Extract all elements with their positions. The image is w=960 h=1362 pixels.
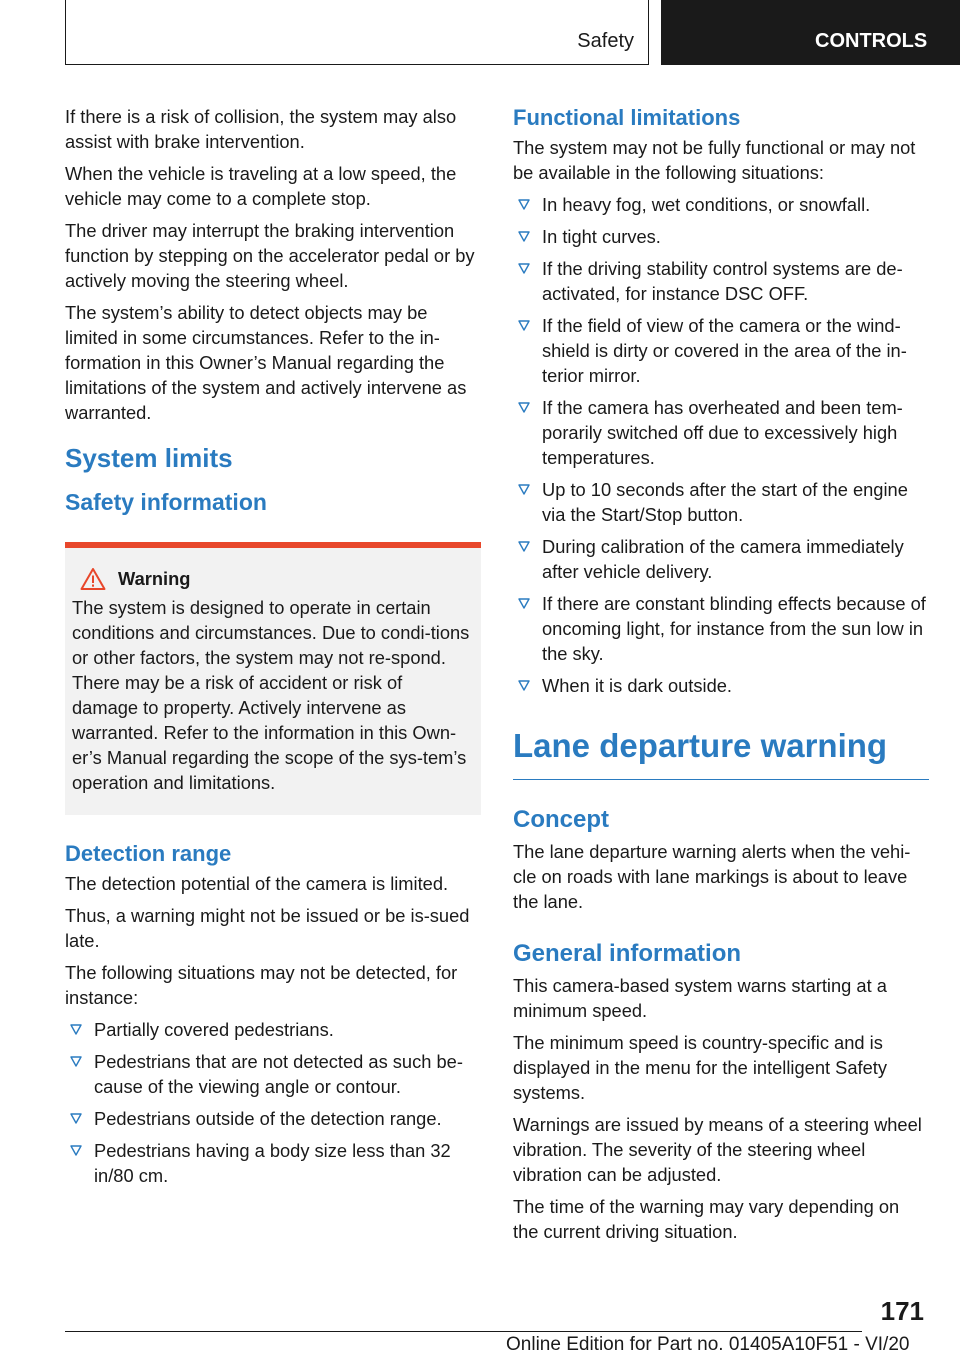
list-item: Partially covered pedestrians.: [65, 1017, 481, 1042]
list-item: Pedestrians outside of the detection range.: [65, 1106, 481, 1131]
list-item: Pedestrians that are not detected as such be‐cause of the viewing angle or contour.: [65, 1049, 481, 1099]
paragraph: Thus, a warning might not be issued or be is‐sued late.: [65, 905, 470, 951]
bullet-triangle-icon: [518, 199, 530, 210]
warning-title: [72, 566, 471, 591]
warning-box: [65, 542, 481, 815]
header-section-box: [65, 0, 649, 65]
page-number: 171: [880, 1296, 924, 1326]
paragraph: The driver may interrupt the braking intervention function by stepping on the accelerator pedal or by actively moving the steering wheel.: [65, 220, 475, 291]
paragraph: The system’s ability to detect objects may be limited in some circumstances. Refer to the in‐formation in this Owner’s Manual regarding the limitations of the system and actively intervene as warranted.: [65, 302, 467, 423]
bullet-triangle-icon: [518, 231, 530, 242]
warning-triangle-icon: [80, 567, 106, 591]
paragraph: This camera-based system warns starting at a minimum speed.: [513, 975, 887, 1021]
paragraph: The lane departure warning alerts when the vehi‐cle on roads with lane markings is about to leave the lane.: [513, 841, 911, 912]
paragraph: The time of the warning may vary depending on the current driving situation.: [513, 1196, 900, 1242]
paragraph: If there is a risk of collision, the system may also assist with brake intervention.: [65, 106, 457, 152]
paragraph: When the vehicle is traveling at a low speed, the vehicle may come to a complete stop.: [65, 163, 457, 209]
header-chapter-tab: [661, 0, 960, 65]
list-item: If the driving stability control systems are de‐activated, for instance DSC OFF.: [513, 256, 929, 306]
list-item: If there are constant blinding effects because of oncoming light, for instance from the sun low in the sky.: [513, 591, 929, 666]
paragraph: The minimum speed is country-specific and is displayed in the menu for the intelligent Safety systems.: [513, 1032, 887, 1103]
list-item: During calibration of the camera immediately after vehicle delivery.: [513, 534, 929, 584]
list-item: In tight curves.: [513, 224, 929, 249]
heading-concept: Concept: [513, 806, 609, 833]
detection-range-list: [65, 1017, 481, 1188]
bullet-triangle-icon: [518, 484, 530, 495]
chapter-title-lane-departure: Lane departure warning: [513, 726, 929, 780]
bullet-triangle-icon: [518, 263, 530, 274]
heading-detection-range: Detection range: [65, 841, 232, 866]
bullet-triangle-icon: [518, 541, 530, 552]
bullet-triangle-icon: [518, 680, 530, 691]
bullet-triangle-icon: [518, 402, 530, 413]
footer-edition: Online Edition for Part no. 01405A10F51 - VI/20: [506, 1334, 910, 1355]
bullet-triangle-icon: [518, 320, 530, 331]
heading-system-limits: System limits: [65, 443, 233, 473]
footer-divider: [65, 1331, 862, 1332]
paragraph: The detection potential of the camera is limited.: [65, 873, 449, 894]
header-chapter-label: CONTROLS: [815, 30, 928, 52]
warning-text: The system is designed to operate in certain conditions and circumstances. Due to condi‐tions or other factors, the system may not re‐spond. There may be a risk of accident or risk of damage to property. Actively intervene as warranted. Refer to the information in this Own‐er’s Manual regarding the scope of the sys‐tem’s operation and limitations.: [72, 597, 470, 793]
list-item: Pedestrians having a body size less than 32 in/80 cm.: [65, 1138, 481, 1188]
list-item: Up to 10 seconds after the start of the engine via the Start/Stop button.: [513, 477, 929, 527]
bullet-triangle-icon: [518, 598, 530, 609]
functional-limitations-list: [513, 192, 929, 698]
list-item: If the camera has overheated and been tem‐porarily switched off due to excessively high temperatures.: [513, 395, 929, 470]
heading-safety-information: Safety information: [65, 489, 267, 515]
header-section-label: Safety: [577, 30, 634, 52]
bullet-triangle-icon: [70, 1113, 82, 1124]
heading-general-information: General information: [513, 940, 742, 967]
list-item: In heavy fog, wet conditions, or snowfall.: [513, 192, 929, 217]
bullet-triangle-icon: [70, 1056, 82, 1067]
right-column: [513, 104, 929, 1251]
paragraph: The system may not be fully functional or may not be available in the following situations:: [513, 137, 916, 183]
warning-title-text: Warning: [118, 568, 191, 589]
list-item: When it is dark outside.: [513, 673, 929, 698]
paragraph: Warnings are issued by means of a steering wheel vibration. The severity of the steering wheel vibration can be adjusted.: [513, 1114, 922, 1185]
paragraph: The following situations may not be detected, for instance:: [65, 962, 458, 1008]
bullet-triangle-icon: [70, 1024, 82, 1035]
bullet-triangle-icon: [70, 1145, 82, 1156]
heading-functional-limitations: Functional limitations: [513, 105, 741, 130]
left-column: [65, 104, 481, 1195]
list-item: If the field of view of the camera or the wind‐shield is dirty or covered in the area of the in‐terior mirror.: [513, 313, 929, 388]
